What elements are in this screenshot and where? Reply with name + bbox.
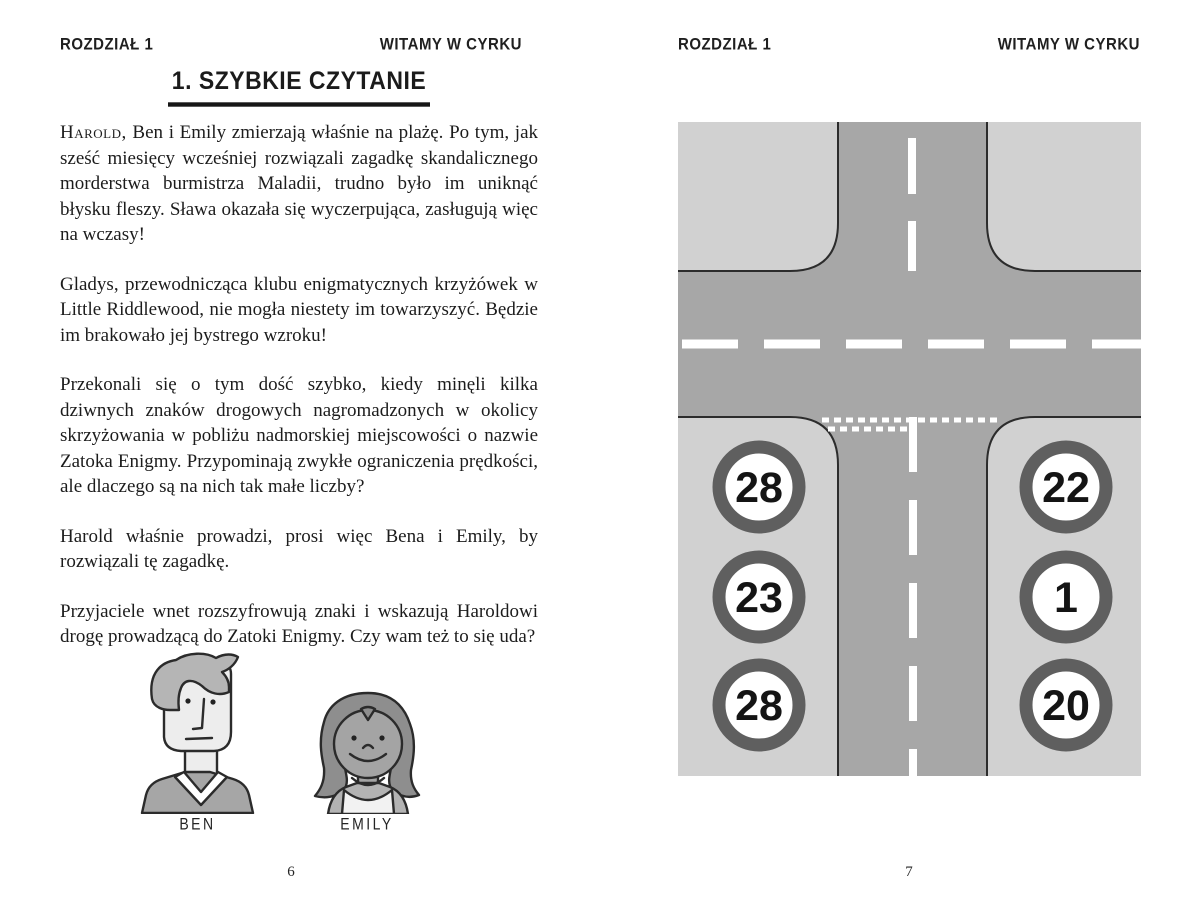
speed-sign-right-1-value: 22 (1042, 464, 1090, 512)
ben-drawing (140, 652, 255, 814)
paragraph-5: Przyjaciele wnet rozszyfrowują znaki i wskazują Haroldowi drogę prowadzącą do Zatoki Enigmy. Czy wam też to się uda? (60, 600, 538, 647)
speed-sign-left-3-value: 28 (735, 682, 783, 730)
running-head-section: WITAMY W CYRKU (379, 35, 522, 55)
ground-top-right (987, 122, 1141, 271)
emily-caption (312, 814, 422, 834)
paragraph-3: Przekonali się o tym dość szybko, kiedy minęli kilka dziwnych znaków drogowych nagromadzonych w okolicy skrzyżowania w pobliżu nadmorskiej miejscowości o nazwie Zatoka Enigmy. Przypominają zwykłe ograniczenia prędkości, ale dlaczego są na nich tak małe liczby? (60, 374, 538, 497)
speed-sign-right-2 (1026, 557, 1106, 637)
emily-drawing (312, 690, 422, 814)
speed-sign-left-2 (719, 557, 799, 637)
road-junction-illustration (678, 122, 1141, 776)
road-map (678, 122, 1141, 776)
paragraph-1-text: Ben i Emily zmierzają właśnie na plażę. Po tym, jak sześć miesięcy wcześniej rozwiązali zagadkę skandalicznego morderstwa burmistrza Maladii, trudno było im uniknąć błysku fleszy. Sława okazała się wyczerpująca, zasługują więc na wczasy! (60, 122, 538, 245)
speed-sign-right-1 (1026, 447, 1106, 527)
speed-sign-left-3 (719, 665, 799, 745)
speed-sign-right-2-value: 1 (1054, 574, 1078, 622)
ben-mouth (186, 738, 212, 739)
paragraph-1 (60, 120, 538, 248)
right-page-number: 7 (905, 864, 913, 880)
speed-sign-right-3-value: 20 (1042, 682, 1090, 730)
paragraph-2: Gladys, przewodnicząca klubu enigmatycznych krzyżówek w Little Riddlewood, nie mogła niestety im towarzyszyć. Będzie im brakowało jej bystrego wzroku! (60, 273, 538, 346)
speed-sign-left-1 (719, 447, 799, 527)
emily-caption-text: EMILY (340, 814, 394, 834)
speed-sign-left-2-value: 23 (735, 574, 783, 622)
running-head-chapter: ROZDZIAŁ 1 (678, 35, 772, 55)
paragraph-4: Harold właśnie prowadzi, prosi więc Bena i Emily, by rozwiązali tę zagadkę. (60, 525, 538, 572)
ben-illustration (140, 652, 255, 819)
chapter-title (60, 66, 538, 103)
ground-top-left (678, 122, 838, 271)
right-page (600, 0, 1200, 918)
chapter-title-text: 1. SZYBKIE CZYTANIE (168, 66, 430, 107)
ben-caption-text: BEN (179, 814, 216, 834)
left-running-head (60, 35, 522, 55)
right-running-head (678, 35, 1140, 55)
ben-caption (140, 814, 255, 834)
body-copy (60, 120, 538, 674)
paragraph-lead: Harold, (60, 122, 127, 143)
emily-illustration (312, 690, 422, 819)
running-head-section: WITAMY W CYRKU (997, 35, 1140, 55)
left-page-number: 6 (287, 864, 295, 880)
speed-sign-left-1-value: 28 (735, 464, 783, 512)
speed-sign-right-3 (1026, 665, 1106, 745)
running-head-chapter: ROZDZIAŁ 1 (60, 35, 154, 55)
